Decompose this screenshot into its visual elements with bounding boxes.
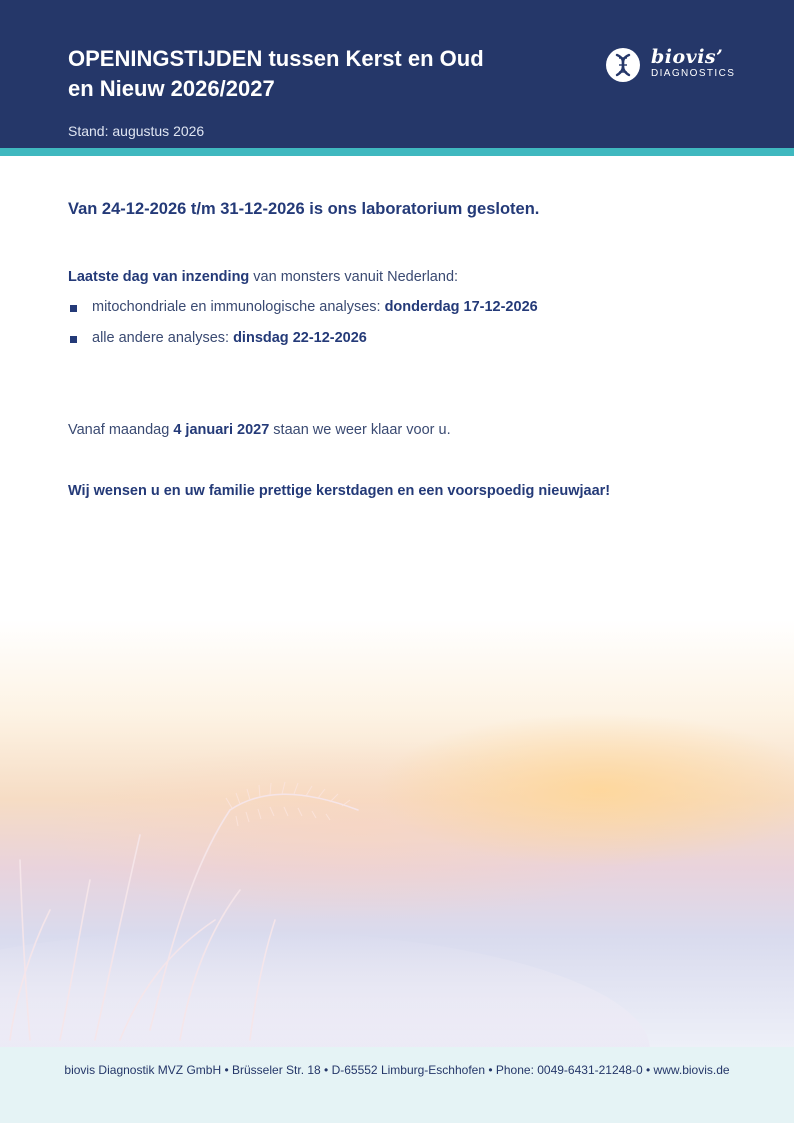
header-banner <box>0 0 794 148</box>
page-title <box>68 44 538 104</box>
bullet-text <box>92 299 538 315</box>
closure-headline: Van 24-12-2026 t/m 31-12-2026 is ons laboratorium gesloten. <box>68 200 540 218</box>
bullet-date: dinsdag 22-12-2026 <box>233 330 367 346</box>
submission-intro-rest: van monsters vanuit Nederland: <box>249 269 459 285</box>
stand-date: Stand: augustus 2026 <box>68 123 205 139</box>
bullet-square-icon <box>70 336 77 343</box>
dna-helix-icon <box>606 48 640 82</box>
title-line-1: OPENINGSTIJDEN tussen Kerst en Oud <box>68 46 484 71</box>
bullet-square-icon <box>70 305 77 312</box>
footer <box>0 1047 794 1123</box>
bullet-label: alle andere analyses: <box>92 330 234 346</box>
logo-subtitle: DIAGNOSTICS <box>651 68 736 79</box>
submission-intro <box>68 269 458 285</box>
accent-stripe <box>0 148 794 156</box>
biovis-logo <box>606 46 756 86</box>
frosted-grass-illustration <box>0 620 794 1048</box>
reopen-post: staan we weer klaar voor u. <box>269 422 451 438</box>
footer-address: biovis Diagnostik MVZ GmbH • Brüsseler Str. 18 • D-65552 Limburg-Eschhofen • Phone: 0049-6431-21248-0 • www.biovis.de <box>64 1063 730 1077</box>
bullet-label: mitochondriale en immunologische analyses: <box>92 299 385 315</box>
bullet-date: donderdag 17-12-2026 <box>384 299 538 315</box>
logo-name: biovis’ <box>651 46 724 68</box>
reopen-pre: Vanaf maandag <box>68 422 174 438</box>
reopen-date: 4 januari 2027 <box>173 422 270 438</box>
submission-intro-bold: Laatste dag van inzending <box>68 269 250 285</box>
bullet-text <box>92 330 367 346</box>
winter-grass-photo <box>0 620 794 1048</box>
holiday-wish: Wij wensen u en uw familie prettige kerstdagen en een voorspoedig nieuwjaar! <box>68 483 611 499</box>
reopen-text <box>68 422 451 438</box>
title-line-2: en Nieuw 2026/2027 <box>68 76 275 101</box>
